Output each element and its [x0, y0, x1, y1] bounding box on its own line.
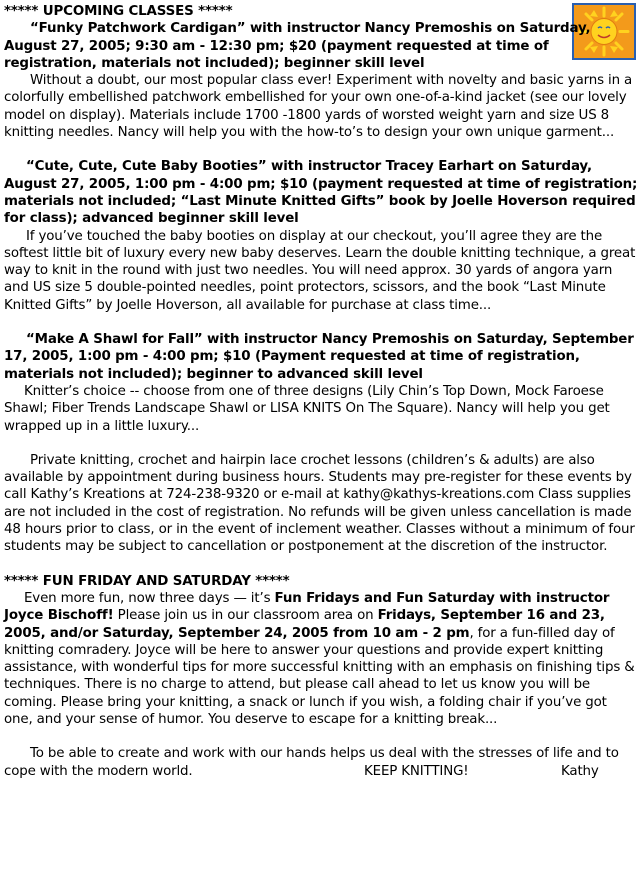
closing-paragraph: To be able to create and work with our hands helps us deal with the stresses of life and to cope with the modern world. KEEP KNITTING! Kathy [4, 746, 619, 779]
fun-friday-description: Even more fun, now three days — it’s Fun Fridays and Fun Saturday with instructor Joyce Bischoff! Please join us in our classroom area on Fridays, September 16 and 23, 2005, and/or Saturday, September 24, 2005 from 10 am - 2 pm, for a fun-filled day of knitting comradery. Joyce will be here to answer your questions and provide expert knitting assistance, with wonderful tips for more successful knitting with an emphasis on finishing tips & techniques. There is no charge to attend, but please call ahead to let us know you will be coming. Please bring your knitting, a snack or lunch if you wish, a folding chair if you’ve got one, and your sense of humor. You deserve to escape for a knitting break... [4, 590, 635, 727]
lessons-policy-paragraph: Private knitting, crochet and hairpin lace crochet lessons (children’s & adults) are also available by appointment during business hours. Students may pre-register for these events by call Kathy’s Kreations at 724-238-9320 or e-mail at kathy@kathys-kreations.com Class supplies are not included in the cost of registration. No refunds will be given unless cancellation is made 48 hours prior to class, or in the event of inclement weather. Classes without a minimum of four students may be subject to cancellation or postponement at the discretion of the instructor. [4, 452, 635, 555]
class-shawl-description: Knitter’s choice -- choose from one of three designs (Lily Chin’s Top Down, Mock Faroese Shawl; Fiber Trends Landscape Shawl or LISA KNITS On The Square). Nancy will help you get wrapped up in a little luxury... [4, 383, 610, 434]
upcoming-classes-heading: ***** UPCOMING CLASSES ***** [4, 4, 233, 19]
keep-knitting-text: KEEP KNITTING! [364, 763, 469, 779]
class-funky-patchwork-description: Without a doubt, our most popular class ever! Experiment with novelty and basic yarns in a colorfully embellished patchwork embellished for your own one-of-a-kind jacket (see our lovely model on display). Materials include 1700 -1800 yards of worsted weight yarn and size US 8 knitting needles. Nancy will help you with the how-to’s to design your own unique garment... [4, 73, 633, 141]
class-funky-patchwork-title: “Funky Patchwork Cardigan” with instructor Nancy Premoshis on Saturday, August 27, 2005; 9:30 am - 12:30 pm; $20 (payment requested at time of registration, materials not included); beginner skill level [4, 21, 591, 71]
class-baby-booties-description: If you’ve touched the baby booties on display at our checkout, you’ll agree they are the softest little bit of luxury every new baby deserves. Learn the double knitting technique, a great way to knit in the round with just two needles. You will need approx. 30 yards of angora yarn and US size 5 double-pointed needles, point protectors, scissors, and the book “Last Minute Knitted Gifts” by Joelle Hoverson, all available for purchase at class time... [4, 228, 636, 313]
newsletter-page [4, 3, 638, 780]
class-baby-booties-title: “Cute, Cute, Cute Baby Booties” with instructor Tracey Earhart on Saturday, August 27, 2005, 1:00 pm - 4:00 pm; $10 (payment requested at time of registration; materials not included; “Last Minute Knitted Gifts” book by Joelle Hoverson required for class); advanced beginner skill level [4, 159, 638, 227]
class-shawl-title: “Make A Shawl for Fall” with instructor Nancy Premoshis on Saturday, September 17, 2005, 1:00 pm - 4:00 pm; $10 (Payment requested at time of registration, materials not included); beginner to advanced skill level [4, 332, 634, 382]
signature-kathy: Kathy [561, 763, 599, 779]
fun-friday-heading: ***** FUN FRIDAY AND SATURDAY ***** [4, 573, 290, 589]
